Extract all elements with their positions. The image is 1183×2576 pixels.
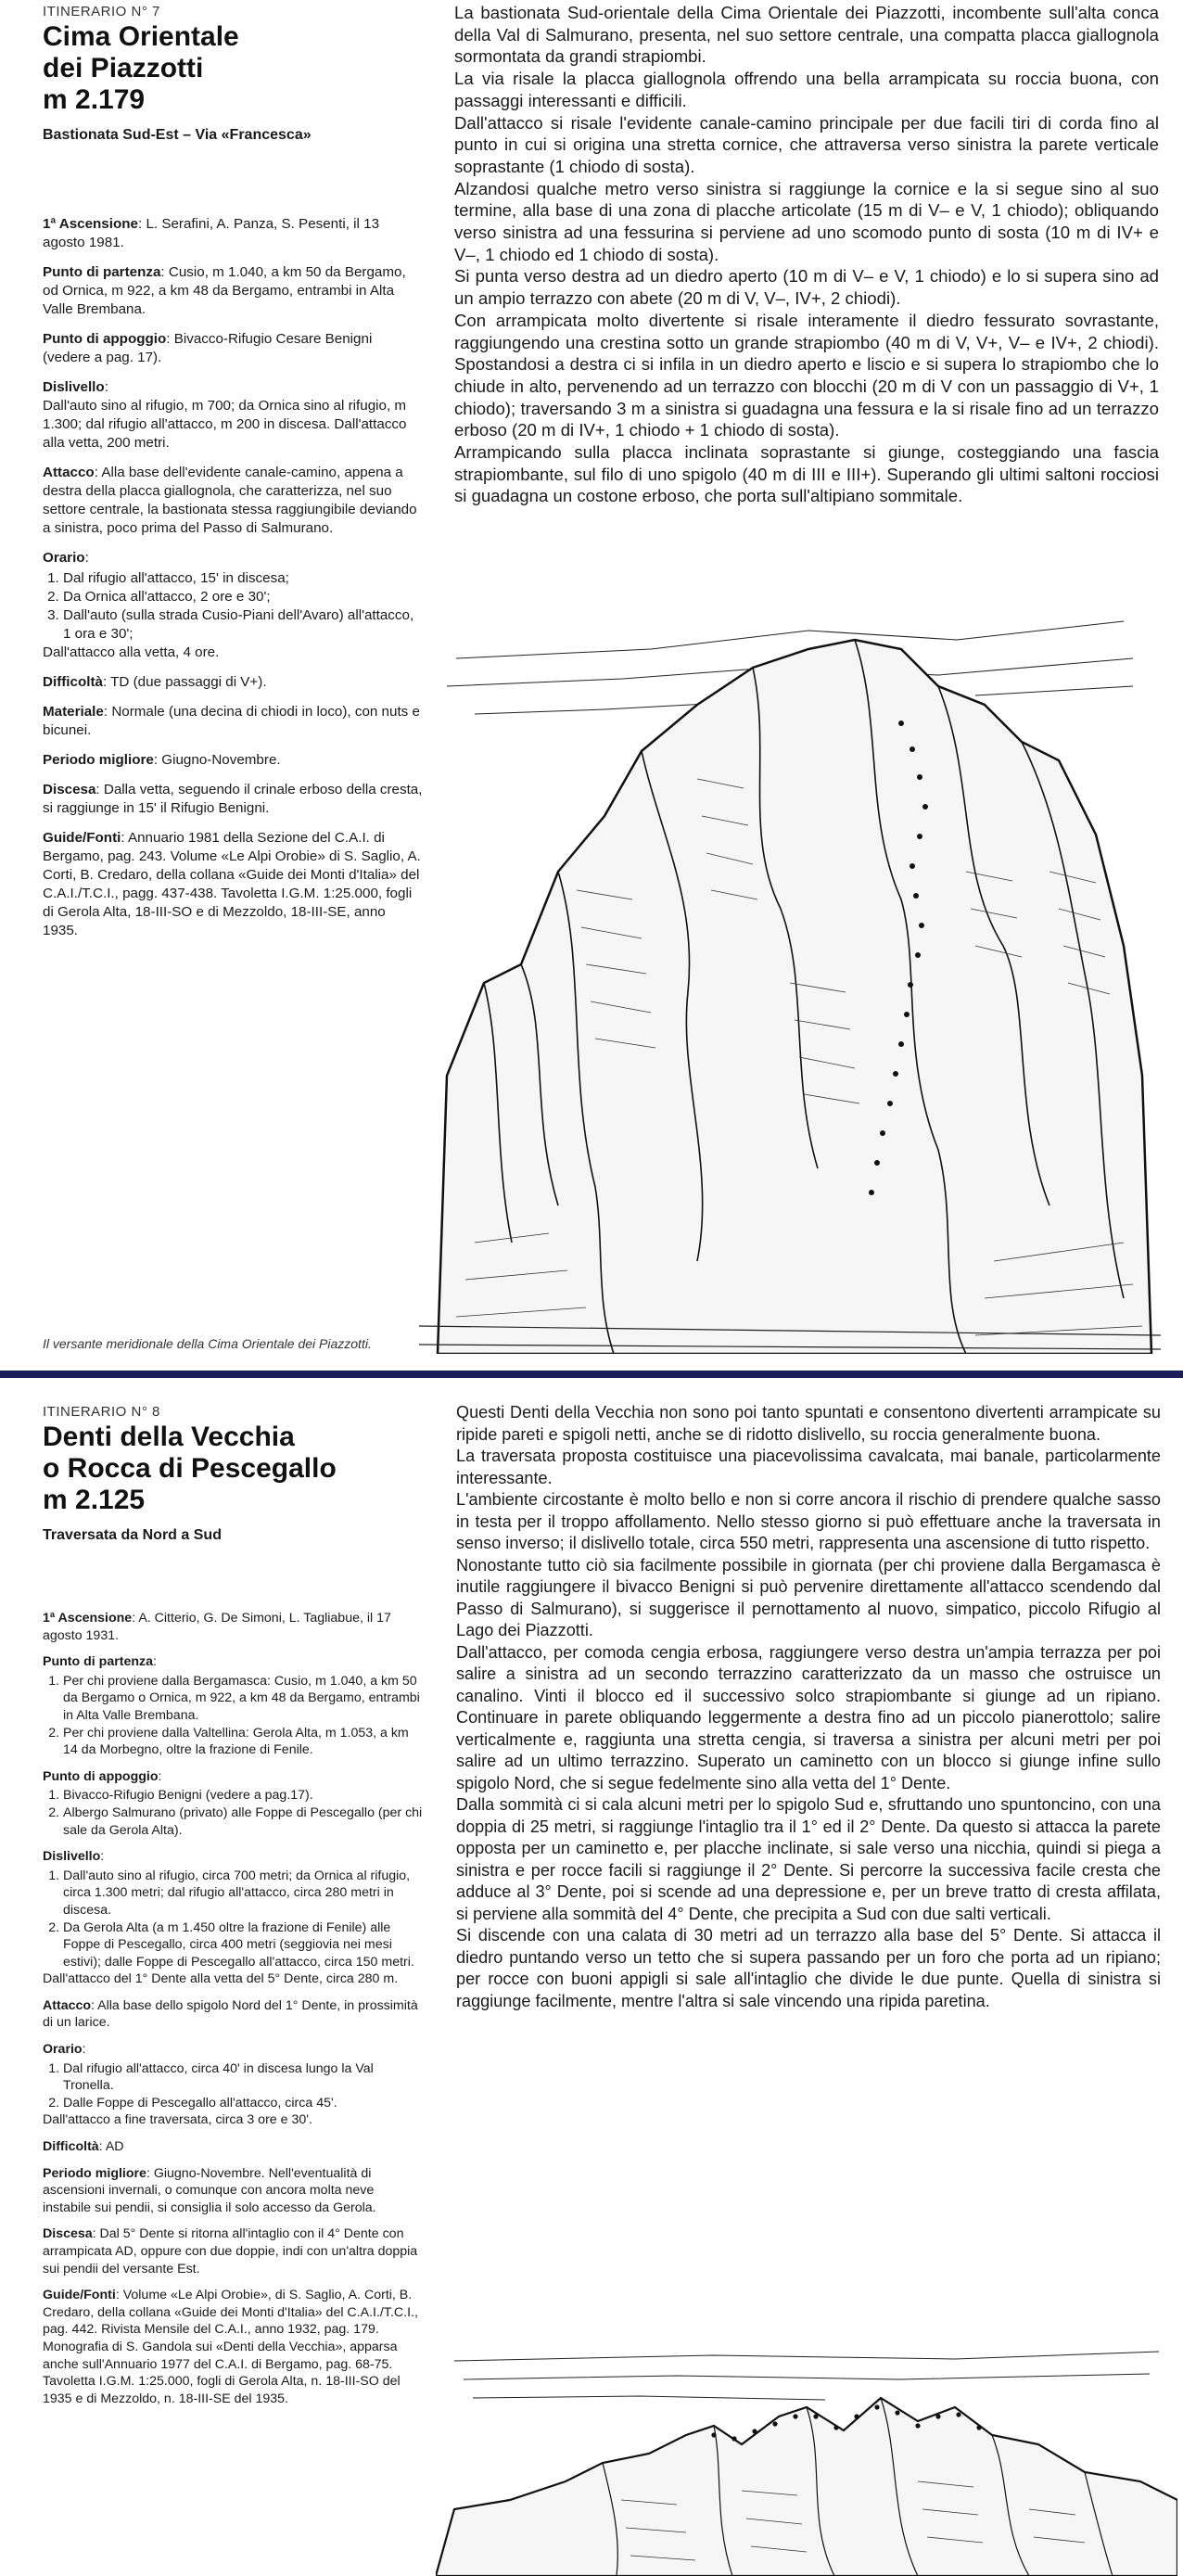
fact-start-point: Punto di partenza: Cusio, m 1.040, a km 50 da Bergamo, od Ornica, m 922, a km 48 da Bergamo, entrambi in Alta Valle Brembana. (43, 264, 406, 317)
fact-sources: Guide/Fonti: Volume «Le Alpi Orobie», di S. Saglio, A. Corti, B. Credaro, della collana «Guide dei Monti d'Italia» del C.A.I./T.C.I., pag. 442. Rivista Mensile del C.A.I., anno 1932, pag. 179. Monografia di S. Gandola sui «Denti della Vecchia», apparsa anche sull'Annuario 1977 del C.A.I. di Bergamo, pag. 68-75. Tavoletta I.G.M. 1:25.000, fogli di Gerola Alta, n. 18-III-SO del 1935 e di Mezzoldo, n. 18-III-SE del 1935. (43, 2288, 418, 2406)
fact-timetable: Orario: 1. Dal rifugio all'attacco, circa 40' in discesa lungo la Val Tronella. 2. Dalle Foppe di Pescegallo all'attacco, circa 45'. Dall'attacco a fine traversata, circa 3 ore e 30'. (43, 2041, 423, 2129)
page-itinerary-8 (0, 1378, 1183, 2576)
fact-key: Dislivello (43, 1849, 101, 1865)
route-subtitle: Traversata da Nord a Sud (43, 1527, 222, 1543)
fact-text: Normale (una decina di chiodi in loco), con nuts e bicunei. (43, 704, 420, 738)
page-title (43, 21, 425, 116)
fact-key: Materiale (43, 704, 104, 720)
fact-equipment: Materiale: Normale (una decina di chiodi in loco), con nuts e bicunei. (43, 704, 420, 738)
fact-key: 1ª Ascensione (43, 1611, 133, 1626)
fact-text: Alla base dell'evidente canale-camino, appena a destra della placca giallognola, che caratterizza, nel suo settore centrale, la bastionata stessa raggiungibile deviando a sinistra, poco prima del Passo di Salmurano. (43, 465, 417, 536)
paragraph: Si discende con una calata di 30 metri ad un terrazzo alla base del 5° Dente. Si attacca il diedro puntando verso un tetto che si supera passando per un foro che porta ad un ripiano; per rocce con buoni appigli si sale all'intaglio che divide le due punte. Quella di sinistra si raggiunge facilmente, mentre l'altra si sale vincendo una ripida paretina. (456, 1926, 1161, 2010)
fact-first-ascent: 1ª Ascensione: A. Citterio, G. De Simoni, L. Tagliabue, il 17 agosto 1931. (43, 1611, 391, 1643)
list-item: 1. Bivacco-Rifugio Benigni (vedere a pag.17). (63, 1787, 423, 1804)
list-item: 1. Per chi proviene dalla Bergamasca: Cusio, m 1.040, a km 50 da Bergamo o Ornica, m 922, a km 48 da Bergamo, entrambi in Alta Valle Brembana. (63, 1673, 423, 1725)
fact-best-period: Periodo migliore: Giugno-Novembre. Nell'eventualità di ascensioni invernali, o comunque con ancora molta neve instabile sui pendii, si consiglia il solo accesso da Gerola. (43, 2165, 376, 2215)
fact-elevation-gain: Dislivello: Dall'auto sino al rifugio, m 700; da Ornica sino al rifugio, m 1.300; dal rifugio all'attacco, m 200 in discesa. Dall'attacco alla vetta, 200 metri. (43, 379, 407, 451)
paragraph: Dall'attacco si risale l'evidente canale-camino principale per due facili tiri di corda fino al punto in cui si origina una stretta cornice, che attraversa verso sinistra la parete verticale soprastante (1 chiodo di sosta). (454, 112, 1159, 176)
fact-text: Dalla vetta, seguendo il crinale erboso della cresta, si raggiunge in 15' il Rifugio Benigni. (43, 782, 423, 816)
paragraph: La traversata proposta costituisce una piacevolissima cavalcata, mai banale, particolarmente interessante. (456, 1447, 1161, 1487)
fact-key: Punto di partenza (43, 264, 161, 280)
elevation-list (43, 1868, 423, 1971)
fact-key: Discesa (43, 782, 96, 797)
list-item: 2. Da Gerola Alta (a m 1.450 oltre la frazione di Fenile) alle Foppe di Pescegallo, circa 400 metri (seggiovia nei mesi estivi); dalle Foppe di Pescegallo all'attacco, circa 150 metri. (63, 1919, 423, 1971)
route-description (456, 1402, 1161, 2012)
fact-key: Orario (43, 2042, 83, 2058)
list-item: 1. Dal rifugio all'attacco, circa 40' in discesa lungo la Val Tronella. (63, 2060, 423, 2095)
fact-key: Dislivello (43, 379, 105, 395)
fact-text: AD (105, 2139, 124, 2155)
list-item: 2. Per chi proviene dalla Valtellina: Gerola Alta, m 1.053, a km 14 da Morbegno, oltre la frazione di Fenile. (63, 1725, 423, 1759)
heading-block (43, 4, 425, 144)
fact-text: Giugno-Novembre. Nell'eventualità di ascensioni invernali, o comunque con ancora molta neve instabile sui pendii, si consiglia il solo accesso da Gerola. (43, 2165, 376, 2215)
title-line: m 2.125 (43, 1485, 146, 1515)
page-title (43, 1422, 425, 1516)
timetable-list (43, 569, 423, 644)
list-item: 1. Dall'auto sino al rifugio, circa 700 metri; da Ornica al rifugio, circa 1.300 metri; dal rifugio all'attacco, circa 280 metri in discesa. (63, 1868, 423, 1919)
fact-key: Periodo migliore (43, 752, 154, 768)
fact-start-point: Punto di partenza: 1. Per chi proviene dalla Bergamasca: Cusio, m 1.040, a km 50 da Bergamo o Ornica, m 922, a km 48 da Bergamo, entrambi in Alta Valle Brembana. 2. Per chi proviene dalla Valtellina: Gerola Alta, m 1.053, a km 14 da Morbegno, oltre la frazione di Fenile. (43, 1653, 423, 1759)
start-point-list (43, 1673, 423, 1759)
fact-key: Guide/Fonti (43, 830, 121, 846)
fact-text: Cusio, m 1.040, a km 50 da Bergamo, od Ornica, m 922, a km 48 da Bergamo, entrambi in Alta Valle Brembana. (43, 264, 406, 317)
fact-tail: Dall'attacco a fine traversata, circa 3 ore e 30'. (43, 2112, 312, 2128)
title-line: dei Piazzotti (43, 53, 204, 83)
fact-key: Difficoltà (43, 674, 103, 690)
title-line: o Rocca di Pescegallo (43, 1453, 337, 1484)
list-item: 2. Da Ornica all'attacco, 2 ore e 30'; (63, 588, 423, 606)
fact-difficulty: Difficoltà: AD (43, 2139, 124, 2155)
ridge-sketch-illustration (436, 2342, 1177, 2576)
fact-key: Punto di partenza (43, 1654, 154, 1670)
paragraph: L'ambiente circostante è molto bello e non si corre ancora il rischio di prendere qualche sasso in testa per il troppo affollamento. Nello stesso giorno si può effettuare anche la traversata in senso inverso; il dislivello totale, circa 550 metri, rappresenta una ascensione di tutto rispetto. (456, 1490, 1161, 1552)
heading-block (43, 1404, 425, 1544)
fact-support-point: Punto di appoggio: 1. Bivacco-Rifugio Benigni (vedere a pag.17). 2. Albergo Salmurano (privato) alle Foppe di Pescegallo (per chi sale da Gerola Alta). (43, 1768, 423, 1839)
fact-timetable: Orario: 1. Dal rifugio all'attacco, 15' in discesa; 2. Da Ornica all'attacco, 2 ore e 30'; 3. Dall'auto (sulla strada Cusio-Piani dell'Avaro) all'attacco, 1 ora e 30'; Dall'attacco alla vetta, 4 ore. (43, 549, 423, 662)
page-divider (0, 1371, 1183, 1378)
paragraph: Arrampicando sulla placca inclinata soprastante si giunge, costeggiando una fascia strapiombante, sul filo di uno spigolo (40 m di III e III+). Superando gli ultimi saltoni rocciosi si guadagna un costone erboso, che porta sull'altipiano sommitale. (454, 442, 1159, 506)
fact-key: Guide/Fonti (43, 2288, 116, 2303)
itinerary-number: ITINERARIO N° 7 (43, 4, 160, 19)
fact-key: Discesa (43, 2226, 93, 2242)
fact-tail: Dall'attacco alla vetta, 4 ore. (43, 644, 220, 660)
fact-key: Punto di appoggio (43, 1768, 159, 1784)
fact-text: Alla base dello spigolo Nord del 1° Dente, in prossimità di un larice. (43, 1997, 418, 2031)
timetable-list (43, 2060, 423, 2112)
list-item: 3. Dall'auto (sulla strada Cusio-Piani dell'Avaro) all'attacco, 1 ora e 30'; (63, 606, 423, 644)
fact-text: L. Serafini, A. Panza, S. Pesenti, il 13 agosto 1981. (43, 216, 380, 250)
fact-key: 1ª Ascensione (43, 216, 138, 232)
route-facts (43, 1610, 423, 2417)
title-line: m 2.179 (43, 84, 146, 115)
fact-tail: Dall'attacco del 1° Dente alla vetta del 5° Dente, circa 280 m. (43, 1971, 399, 1987)
illustration-caption: Il versante meridionale della Cima Orientale dei Piazzotti. (43, 1336, 372, 1351)
fact-attack: Attacco: Alla base dello spigolo Nord del 1° Dente, in prossimità di un larice. (43, 1997, 418, 2031)
fact-text: Dall'auto sino al rifugio, m 700; da Ornica sino al rifugio, m 1.300; dal rifugio all'attacco, m 200 in discesa. Dall'attacco alla vetta, 200 metri. (43, 398, 407, 451)
fact-support-point: Punto di appoggio: Bivacco-Rifugio Cesare Benigni (vedere a pag. 17). (43, 331, 373, 365)
fact-text: Volume «Le Alpi Orobie», di S. Saglio, A. Corti, B. Credaro, della collana «Guide dei Monti d'Italia» del C.A.I./T.C.I., pag. 442. Rivista Mensile del C.A.I., anno 1932, pag. 179. Monografia di S. Gandola sui «Denti della Vecchia», apparsa anche sull'Annuario 1977 del C.A.I. di Bergamo, pag. 68-75. Tavoletta I.G.M. 1:25.000, fogli di Gerola Alta, n. 18-III-SO del 1935 e di Mezzoldo, n. 18-III-SE del 1935. (43, 2288, 418, 2406)
fact-key: Attacco (43, 465, 95, 480)
fact-text: Bivacco-Rifugio Cesare Benigni (vedere a pag. 17). (43, 331, 373, 365)
fact-attack: Attacco: Alla base dell'evidente canale-camino, appena a destra della placca giallognola, che caratterizza, nel suo settore centrale, la bastionata stessa raggiungibile deviando a sinistra, poco prima del Passo di Salmurano. (43, 465, 417, 536)
itinerary-number: ITINERARIO N° 8 (43, 1404, 160, 1420)
paragraph: Con arrampicata molto divertente si risale interamente il diedro fessurato sovrastante, raggiungendo una crestina sotto un grande strapiombo (40 m di V, V+, V– e IV+, 2 chiodi). Spostandosi a destra ci si infila in un diedro aperto e liscio e si supera lo strapiombo che lo chiude in alto, pervenendo ad un terrazzo con blocchi (20 m di V con un passaggio di V+, 1 chiodo); traversando 3 m a sinistra si guadagna una fessura e la si risale fino ad un terrazzo erboso (20 m di IV+, 1 chiodo + 1 chiodo di sosta). (454, 310, 1159, 440)
fact-text: Annuario 1981 della Sezione del C.A.I. di Bergamo, pag. 243. Volume «Le Alpi Orobie» di S. Saglio, A. Corti, B. Credaro, della collana «Guide dei Monti d'Italia» del C.A.I./T.C.I., pagg. 437-438. Tavoletta I.G.M. 1:25.000, fogli di Gerola Alta, 18-III-SO e di Mezzoldo, 18-III-SE, anno 1935. (43, 830, 421, 938)
fact-elevation-gain: Dislivello: 1. Dall'auto sino al rifugio, circa 700 metri; da Ornica al rifugio, circa 1.300 metri; dal rifugio all'attacco, circa 280 metri in discesa. 2. Da Gerola Alta (a m 1.450 oltre la frazione di Fenile) alle Foppe di Pescegallo, circa 400 metri (seggiovia nei mesi estivi); dalle Foppe di Pescegallo all'attacco, circa 150 metri. Dall'attacco del 1° Dente alla vetta del 5° Dente, circa 280 m. (43, 1848, 423, 1988)
fact-text: TD (due passaggi di V+). (110, 674, 267, 690)
fact-text: Dal 5° Dente si ritorna all'intaglio con il 4° Dente con arrampicata AD, oppure con due doppie, indi con un'altra doppia sui pendii del versante Est. (43, 2226, 418, 2276)
fact-text: Giugno-Novembre. (161, 752, 281, 768)
paragraph: Dall'attacco, per comoda cengia erbosa, raggiungere verso destra un'ampia terrazza per poi salire a sinistra ad un secondo terrazzino caratterizzato da un masso che ostruisce un canalino. Vinti il blocco ed il successivo solco strapiombante si giunge ad un ripiano. Continuare in parete obliquando leggermente a destra fino ad un piccolo pianerottolo; salire verticalmente e, raggiunta una stretta cengia, si traversa a sinistra per alcuni metri per poi salire ad un ultimo terrazzino. Superato un caminetto con un blocco si giunge infine sullo spigolo Nord, che si segue fedelmente sino alla vetta del 1° Dente. (456, 1642, 1161, 1792)
fact-best-period: Periodo migliore: Giugno-Novembre. (43, 752, 281, 768)
mountain-sketch-illustration (419, 593, 1161, 1354)
route-description (454, 2, 1159, 507)
fact-first-ascent: 1ª Ascensione: L. Serafini, A. Panza, S. Pesenti, il 13 agosto 1981. (43, 216, 380, 250)
fact-text: A. Citterio, G. De Simoni, L. Tagliabue, il 17 agosto 1931. (43, 1611, 391, 1643)
support-point-list (43, 1787, 423, 1839)
paragraph: Dalla sommità ci si cala alcuni metri per lo spigolo Sud e, sfruttando uno spuntoncino, con una doppia di 25 metri, si raggiunge l'intaglio tra il 1° ed il 2° Dente. Da questo si attacca la parete opposta per un caminetto e, per placche inclinate, si sale verso una nicchia, quindi si piega a sinistra e per rocce facili si raggiunge il 2° Dente. Si percorre la successiva facile cresta che adduce al 3° Dente, poi si scende ad una depressione e, per un breve tratto di cresta affilata, si perviene alla sommità del 4° Dente, che precipita a Sud con due salti verticali. (456, 1795, 1161, 1923)
paragraph: Alzandosi qualche metro verso sinistra si raggiunge la cornice e la si segue sino al suo termine, alla base di una zona di placche articolate (15 m di V– e V, 1 chiodo); obliquando verso sinistra ad una fessurina si perviene ad uno scomodo punto di sosta (10 m di IV+ e V–, 1 chiodo ed 1 chiodo di sosta). (454, 178, 1159, 264)
paragraph: La bastionata Sud-orientale della Cima Orientale dei Piazzotti, incombente sull'alta conca della Val di Salmurano, presenta, nel suo settore centrale, una compatta placca giallognola sormontata da grandi strapiombi. (454, 3, 1159, 67)
fact-descent: Discesa: Dalla vetta, seguendo il crinale erboso della cresta, si raggiunge in 15' il Rifugio Benigni. (43, 782, 423, 816)
fact-key: Difficoltà (43, 2139, 99, 2155)
paragraph: Questi Denti della Vecchia non sono poi tanto spuntati e consentono divertenti arrampicate su ripide pareti e spigoli netti, anche se di ridotto dislivello, su roccia generalmente buona. (456, 1403, 1161, 1444)
paragraph: Nonostante tutto ciò sia facilmente possibile in giornata (per chi proviene dalla Bergamasca è inutile raggiungere il bivacco Benigni si può pervenire direttamente all'attacco scendendo dal Passo di Salmurano), si suggerisce il pernottamento al nuovo, simpatico, piccolo Rifugio al Lago dei Piazzotti. (456, 1555, 1161, 1639)
list-item: 2. Dalle Foppe di Pescegallo all'attacco, circa 45'. (63, 2095, 423, 2112)
fact-key: Attacco (43, 1997, 92, 2013)
route-facts (43, 215, 423, 951)
fact-key: Punto di appoggio (43, 331, 167, 347)
title-line: Denti della Vecchia (43, 1422, 295, 1452)
route-subtitle: Bastionata Sud-Est – Via «Francesca» (43, 127, 312, 143)
list-item: 2. Albergo Salmurano (privato) alle Foppe di Pescegallo (per chi sale da Gerola Alta). (63, 1804, 423, 1839)
fact-key: Orario (43, 550, 85, 566)
list-item: 1. Dal rifugio all'attacco, 15' in discesa; (63, 569, 423, 588)
fact-difficulty: Difficoltà: TD (due passaggi di V+). (43, 674, 267, 690)
paragraph: La via risale la placca giallognola offrendo una bella arrampicata su roccia buona, con passaggi interessanti e difficili. (454, 69, 1159, 110)
fact-descent: Discesa: Dal 5° Dente si ritorna all'intaglio con il 4° Dente con arrampicata AD, oppure con due doppie, indi con un'altra doppia sui pendii del versante Est. (43, 2226, 418, 2276)
title-line: Cima Orientale (43, 21, 239, 52)
fact-sources: Guide/Fonti: Annuario 1981 della Sezione del C.A.I. di Bergamo, pag. 243. Volume «Le Alpi Orobie» di S. Saglio, A. Corti, B. Credaro, della collana «Guide dei Monti d'Italia» del C.A.I./T.C.I., pagg. 437-438. Tavoletta I.G.M. 1:25.000, fogli di Gerola Alta, 18-III-SO e di Mezzoldo, 18-III-SE, anno 1935. (43, 830, 421, 938)
fact-key: Periodo migliore (43, 2165, 146, 2181)
paragraph: Si punta verso destra ad un diedro aperto (10 m di V– e V, 1 chiodo) e lo si supera sino ad un ampio terrazzo con abete (20 m di V, V–, IV+, 2 chiodi). (454, 266, 1159, 309)
